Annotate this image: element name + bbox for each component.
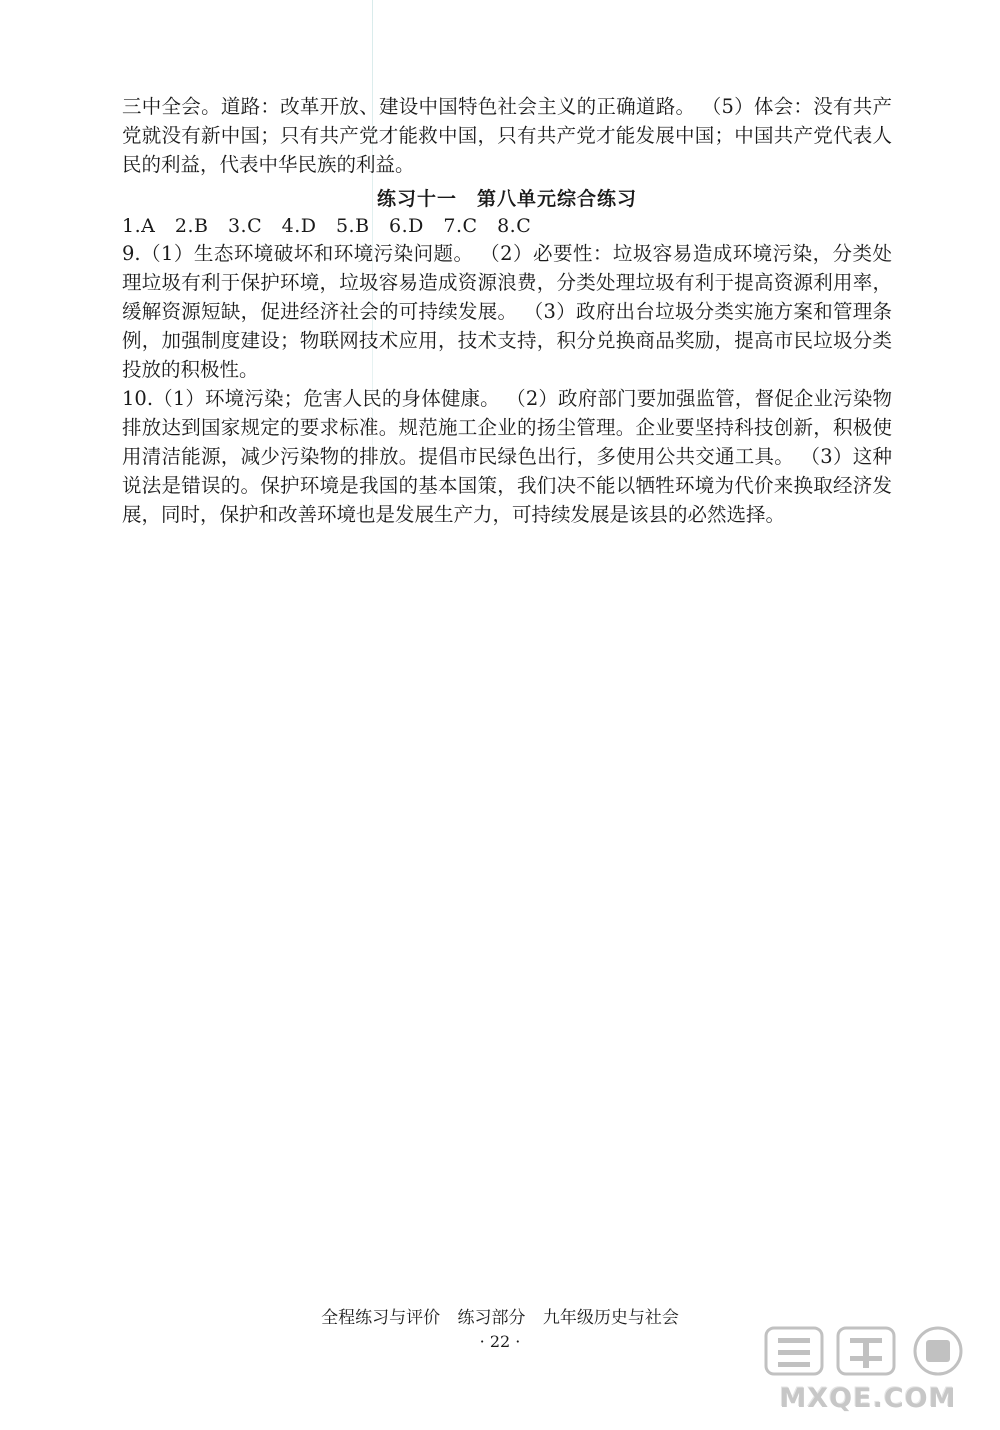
page-number: · 22 · bbox=[479, 1332, 521, 1351]
intro-paragraph: 三中全会。道路：改革开放、建设中国特色社会主义的正确道路。 （5）体会：没有共产党就没有新中国；只有共产党才能救中国，只有共产党才能发展中国；中国共产党代表人民的利益，代表中华民族的利益。 bbox=[122, 95, 892, 176]
watermark-url: MXQE.COM bbox=[779, 1383, 957, 1414]
question-9-answer: 9.（1）生态环境破坏和环境污染问题。 （2）必要性：垃圾容易造成环境污染，分类处理垃圾有利于保护环境，垃圾容易造成资源浪费，分类处理垃圾有利于提高资源利用率，缓解资源短缺，促进经济社会的可持续发展。 （3）政府出台垃圾分类实施方案和管理条例，加强制度建设；物联网技术应用，技术支持，积分兑换商品奖励，提高市民垃圾分类投放的积极性。 bbox=[122, 242, 892, 381]
section-heading: 练习十一 第八单元综合练习 bbox=[376, 188, 637, 210]
watermark-logo-icon bbox=[758, 1322, 978, 1380]
page-content bbox=[122, 92, 892, 529]
footer-book-title: 全程练习与评价 bbox=[321, 1308, 441, 1328]
footer-part: 练习部分 bbox=[457, 1308, 526, 1328]
watermark bbox=[758, 1322, 978, 1414]
choice-answers: 1.A 2.B 3.C 4.D 5.B 6.D 7.C 8.C bbox=[122, 215, 532, 237]
footer-subject: 九年级历史与社会 bbox=[542, 1308, 679, 1328]
question-10-answer: 10.（1）环境污染；危害人民的身体健康。 （2）政府部门要加强监管，督促企业污染物排放达到国家规定的要求标准。规范施工企业的扬尘管理。企业要坚持科技创新，积极使用清洁能源，减少污染物的排放。提倡市民绿色出行，多使用公共交通工具。 （3）这种说法是错误的。保护环境是我国的基本国策，我们决不能以牺牲环境为代价来换取经济发展，同时，保护和改善环境也是发展生产力，可持续发展是该县的必然选择。 bbox=[122, 387, 892, 526]
